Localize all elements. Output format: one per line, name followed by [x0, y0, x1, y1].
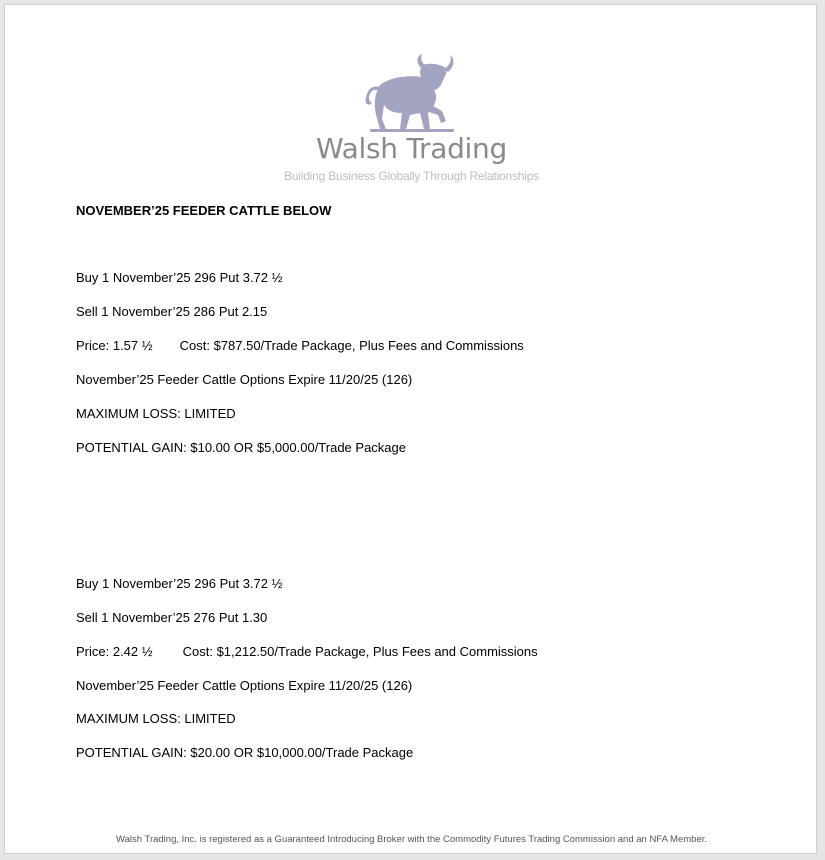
- trade-1-cost: Cost: $787.50/Trade Package, Plus Fees and Commissions: [179, 338, 524, 353]
- bull-icon: [362, 53, 462, 133]
- regulatory-footer: Walsh Trading, Inc. is registered as a Guaranteed Introducing Broker with the Commodity Futures Trading Commission and an NFA Member.: [115, 834, 708, 845]
- trade-2-buy: Buy 1 November’25 296 Put 3.72 ½: [76, 576, 283, 591]
- document-page: [4, 4, 817, 854]
- trade-1-sell: Sell 1 November’25 286 Put 2.15: [76, 304, 268, 319]
- trade-2-price-line: [76, 644, 538, 659]
- brand-name: Walsh Trading: [316, 132, 507, 165]
- trade-2-cost: Cost: $1,212.50/Trade Package, Plus Fees and Commissions: [182, 644, 538, 659]
- company-logo: [5, 53, 818, 133]
- trade-1-expiry: November’25 Feeder Cattle Options Expire 11/20/25 (126): [76, 372, 413, 387]
- trade-1-buy: Buy 1 November’25 296 Put 3.72 ½: [76, 270, 283, 285]
- trade-1-price-line: [76, 338, 524, 353]
- trade-1-price: Price: 1.57 ½: [76, 338, 153, 353]
- brand-tagline: Building Business Globally Through Relationships: [284, 169, 539, 183]
- trade-2-price: Price: 2.42 ½: [76, 644, 153, 659]
- trade-2-sell: Sell 1 November’25 276 Put 1.30: [76, 610, 268, 625]
- trade-2-expiry: November’25 Feeder Cattle Options Expire 11/20/25 (126): [76, 678, 413, 693]
- trade-1-max-loss: MAXIMUM LOSS: LIMITED: [76, 406, 236, 421]
- trade-1-potential-gain: POTENTIAL GAIN: $10.00 OR $5,000.00/Trade Package: [76, 440, 406, 455]
- document-heading: NOVEMBER’25 FEEDER CATTLE BELOW: [76, 203, 332, 218]
- trade-2-potential-gain: POTENTIAL GAIN: $20.00 OR $10,000.00/Trade Package: [76, 745, 414, 760]
- trade-2-max-loss: MAXIMUM LOSS: LIMITED: [76, 711, 236, 726]
